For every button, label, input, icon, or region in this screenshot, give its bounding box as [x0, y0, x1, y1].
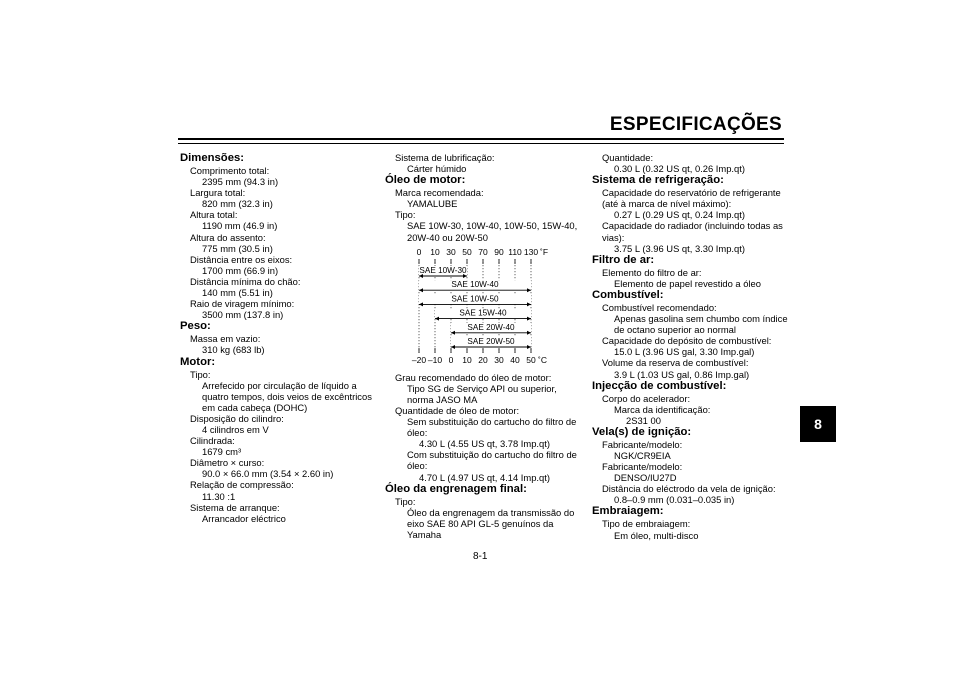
chart-unit-f: ˚F [540, 246, 549, 257]
section-title-dimensoes: Dimensões: [180, 152, 245, 164]
spec-value: 3.75 L (3.96 US qt, 3.30 Imp.qt) [614, 242, 745, 254]
spec-label: Sistema de arranque: [190, 501, 280, 513]
spec-value: Tipo SG de Serviço API ou superior, norma JASO MA [407, 382, 557, 405]
chart-tick-label-f: 0 [416, 246, 422, 257]
section-title-embraiagem: Embraiagem: [592, 505, 664, 518]
chart-tick-label-f: 130 [523, 246, 539, 257]
spec-value: 4.70 L (4.97 US qt, 4.14 Imp.qt) [419, 471, 550, 483]
page-number: 8-1 [473, 551, 488, 562]
spec-value: 775 mm (30.5 in) [202, 242, 273, 254]
chart-tick-label-f: 110 [508, 246, 522, 257]
chart-tick-label-f: 90 [494, 246, 504, 257]
spec-label: Largura total: [190, 187, 246, 199]
spec-label: Quantidade: [602, 152, 654, 163]
section-title-velas: Vela(s) de ignição: [592, 425, 692, 438]
spec-value: 15.0 L (3.96 US gal, 3.30 Imp.gal) [614, 346, 755, 358]
spec-label: Tipo: [395, 209, 416, 221]
chart-bar-label: SAE 10W-40 [451, 279, 499, 289]
chart-unit-c: ˚C [538, 354, 547, 365]
spec-label: Fabricante/modelo: [602, 438, 683, 450]
chart-tick-label-c: 0 [448, 354, 454, 365]
spec-label: Sistema de lubrificação: [395, 152, 495, 163]
section-title-filtro-ar: Filtro de ar: [592, 253, 655, 266]
header-rule [178, 138, 784, 140]
spec-label: Disposição do cilindro: [190, 412, 284, 424]
section-title-refrigeracao: Sistema de refrigeração: [592, 174, 724, 187]
chart-bar-label: SAE 10W-30 [419, 265, 467, 275]
spec-label: Tipo de embraiagem: [602, 518, 691, 530]
spec-label: Elemento do filtro de ar: [602, 266, 702, 278]
spec-value: 3500 mm (137.8 in) [202, 309, 284, 321]
section-title-oleo-motor: Óleo de motor: [385, 174, 466, 187]
chart-tick-label-c: 20 [478, 354, 488, 365]
spec-value: 2S31 00 [626, 414, 661, 426]
spec-label: Sem substituição do cartucho do filtro de óleo: [407, 416, 577, 439]
spec-label: Comprimento total: [190, 165, 270, 176]
spec-value: 90.0 × 66.0 mm (3.54 × 2.60 in) [202, 468, 334, 480]
oil-viscosity-chart [401, 245, 551, 369]
spec-value: 820 mm (32.3 in) [202, 198, 273, 210]
spec-value: 4.30 L (4.55 US qt, 3.78 Imp.qt) [419, 438, 550, 450]
spec-value: 1679 cm³ [202, 446, 242, 458]
spec-label: Tipo: [190, 368, 211, 380]
spec-value: 4 cilindros em V [202, 423, 269, 435]
spec-label: Raio de viragem mínimo: [190, 298, 295, 310]
spec-label: Corpo do acelerador: [602, 392, 691, 404]
spec-value: Apenas gasolina sem chumbo com índice de octano superior ao normal [614, 313, 788, 336]
chart-tick-label-f: 50 [462, 246, 472, 257]
spec-label: Marca recomendada: [395, 187, 484, 199]
chart-bar-label: SAE 10W-50 [451, 294, 499, 304]
spec-value: Elemento de papel revestido a óleo [614, 277, 761, 289]
spec-value: 310 kg (683 lb) [202, 344, 265, 356]
chart-bar-label: SAE 20W-40 [467, 322, 515, 332]
spec-label: Capacidade do radiador (incluindo todas as vias): [602, 220, 783, 243]
spec-value: Óleo da engrenagem da transmissão do eixo SAE 80 API GL-5 genuínos da Yamaha [407, 506, 575, 540]
column-3 [592, 152, 792, 541]
chart-tick-label-f: 30 [446, 246, 456, 257]
spec-label: Fabricante/modelo: [602, 461, 683, 473]
spec-value: 2395 mm (94.3 in) [202, 176, 279, 188]
chart-tick-label-f: 70 [478, 246, 488, 257]
chart-tick-label-c: 30 [494, 354, 504, 365]
page-title: ESPECIFICAÇÕES [609, 114, 782, 135]
chart-tick-label-c: 50 [526, 354, 536, 365]
chart-bar-label: SAE 15W-40 [459, 308, 507, 318]
section-title-peso: Peso: [180, 320, 211, 333]
spec-label: Relação de compressão: [190, 479, 294, 491]
spec-value: 11.30 :1 [202, 490, 236, 502]
chart-bar-label: SAE 20W-50 [467, 336, 515, 346]
spec-label: Altura total: [190, 209, 238, 221]
spec-label: Cilindrada: [190, 435, 235, 447]
spec-label: Distância entre os eixos: [190, 253, 293, 265]
spec-label: Volume da reserva de combustível: [602, 357, 749, 369]
spec-value: 0.8–0.9 mm (0.031–0.035 in) [614, 494, 735, 506]
section-title-motor: Motor: [180, 355, 216, 368]
column-1 [180, 152, 374, 524]
section-title-combustivel: Combustível: [592, 288, 664, 301]
spec-label: Quantidade de óleo de motor: [395, 404, 520, 416]
spec-label: Altura do assento: [190, 231, 266, 243]
spec-label: Capacidade do depósito de combustível: [602, 335, 772, 347]
spec-value: Cárter húmido [407, 163, 467, 175]
spec-value: 140 mm (5.51 in) [202, 287, 273, 299]
spec-label: Diâmetro × curso: [190, 457, 265, 469]
chart-tick-label-c: 40 [510, 354, 520, 365]
spec-value: Em óleo, multi-disco [614, 529, 699, 541]
column-2 [385, 152, 585, 540]
spec-value: DENSO/IU27D [614, 472, 677, 484]
spec-value: 1190 mm (46.9 in) [202, 220, 278, 232]
chapter-tab: 8 [800, 406, 836, 442]
spec-label: Distância mínima do chão: [190, 275, 301, 287]
spec-label: Capacidade do reservatório de refrigerante (até à marca de nível máximo): [602, 187, 781, 210]
spec-value: Arrancador eléctrico [202, 512, 286, 524]
spec-value: YAMALUBE [407, 198, 458, 210]
spec-value: Arrefecido por circulação de líquido a quatro tempos, dois veios de excêntricos em cada cabeça (DOHC) [202, 379, 372, 413]
spec-label: Combustível recomendado: [602, 301, 717, 313]
section-title-injeccao: Injecção de combustível: [592, 379, 727, 392]
chart-tick-label-f: 10 [430, 246, 440, 257]
spec-label: Massa em vazio: [190, 333, 261, 345]
section-title-oleo-final: Óleo da engrenagem final: [385, 482, 527, 495]
spec-value: SAE 10W-30, 10W-40, 10W-50, 15W-40, 20W-40 ou 20W-50 [407, 220, 578, 243]
chart-tick-label-c: –20 [411, 354, 427, 365]
spec-value: 1700 mm (66.9 in) [202, 264, 279, 276]
chart-tick-label-c: –10 [427, 354, 443, 365]
spec-label: Tipo: [395, 495, 416, 507]
spec-value: 3.9 L (1.03 US gal, 0.86 Imp.gal) [614, 368, 750, 380]
spec-label: Grau recomendado do óleo de motor: [395, 371, 552, 383]
spec-label: Distância do eléctrodo da vela de ignição: [602, 483, 776, 495]
spec-value: 0.27 L (0.29 US qt, 0.24 Imp.qt) [614, 209, 745, 221]
spec-label: Marca da identificação: [614, 403, 711, 415]
spec-value: NGK/CR9EIA [614, 449, 671, 461]
header-rule-thin [178, 143, 784, 144]
chart-tick-label-c: 10 [462, 354, 472, 365]
spec-value: 0.30 L (0.32 US qt, 0.26 Imp.qt) [614, 163, 745, 175]
spec-label: Com substituição do cartucho do filtro de óleo: [407, 449, 577, 472]
